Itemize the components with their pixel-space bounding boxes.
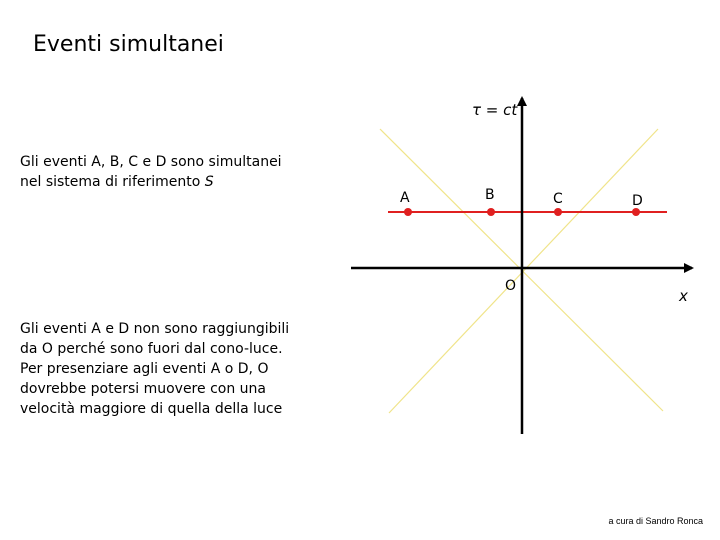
event-a-dot (404, 208, 412, 216)
explanation-line: Gli eventi A e D non sono raggiungibili (20, 321, 290, 337)
intro-line-1-text: Gli eventi A, B, C e D sono (20, 154, 209, 170)
slide-title: Eventi simultanei (33, 32, 224, 57)
author-credit: a cura di Sandro Ronca (608, 516, 703, 526)
explanation-line: velocità maggiore di quella della luce (20, 401, 283, 417)
event-c-dot (554, 208, 562, 216)
event-d-label: D (632, 193, 643, 209)
event-a-label: A (400, 190, 410, 206)
origin-label: O (505, 278, 517, 294)
space-axis-label: x (679, 287, 688, 305)
explanation-line: da O perché sono fuori dal cono-luce. (20, 341, 283, 357)
simultaneous-term: simultanei (208, 154, 282, 170)
time-axis-label: τ = ct (472, 101, 518, 119)
explanation-line: dovrebbe potersi muovere con una (20, 381, 266, 397)
reference-frame-symbol: S (204, 174, 214, 190)
intro-line-2-text: nel sistema di riferimento (20, 174, 205, 190)
event-b-dot (487, 208, 495, 216)
event-c-label: C (553, 191, 563, 207)
event-d-dot (632, 208, 640, 216)
light-cone-line-rising (389, 129, 658, 413)
explanation-line: Per presenziare agli eventi A o D, O (20, 361, 269, 377)
event-b-label: B (485, 187, 495, 203)
